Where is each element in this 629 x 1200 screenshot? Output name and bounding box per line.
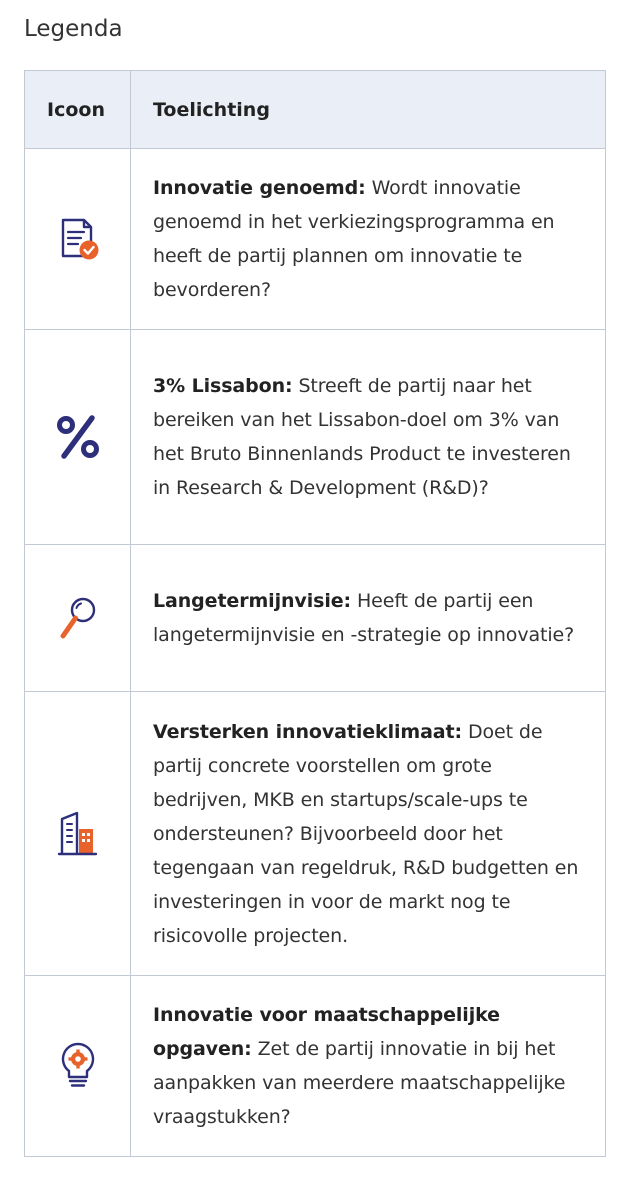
explanation-cell	[131, 976, 606, 1157]
term-description: Wordt innovatie genoemd in het verkiezingsprogramma en heeft de partij plannen om innovatie te bevorderen?	[153, 177, 555, 301]
term-label: Versterken innovatieklimaat:	[153, 720, 463, 743]
page-title: Legenda	[24, 16, 123, 42]
term-description: Doet de partij concrete voorstellen om grote bedrijven, MKB en startups/scale-ups te ondersteunen? Bijvoorbeeld door het tegengaan van regeldruk, R&D budgetten en investeringen in voor de markt nog te risicovolle projecten.	[153, 720, 579, 947]
term-label: 3% Lissabon:	[153, 375, 293, 397]
explanation-cell	[131, 330, 606, 545]
term-description: Zet de partij innovatie in bij het aanpakken van meerdere maatschappelijke vraagstukken?	[153, 1038, 566, 1128]
term-description: Streeft de partij naar het bereiken van het Lissabon-doel om 3% van het Bruto Binnenlands Product te investeren in Research & Development (R&D)?	[153, 375, 571, 499]
table-header-row	[25, 71, 606, 149]
table-row	[25, 976, 606, 1157]
lightbulb-gear-icon	[51, 1039, 105, 1093]
percent-icon	[51, 410, 105, 464]
table-row	[25, 149, 606, 330]
table-row	[25, 330, 606, 545]
column-header-explanation: Toelichting	[131, 71, 606, 149]
explanation-cell	[131, 149, 606, 330]
term-label: Innovatie genoemd:	[153, 177, 366, 199]
icon-cell	[25, 545, 131, 692]
legend-table	[24, 70, 606, 1157]
icon-cell	[25, 692, 131, 976]
term-label: Langetermijnvisie:	[153, 590, 352, 612]
table-row	[25, 545, 606, 692]
document-check-icon	[51, 212, 105, 266]
icon-cell	[25, 149, 131, 330]
icon-cell	[25, 976, 131, 1157]
explanation-cell	[131, 545, 606, 692]
term-description: Heeft de partij een langetermijnvisie en -strategie op innovatie?	[153, 590, 575, 646]
column-header-icon: Icoon	[25, 71, 131, 149]
term-label: Innovatie voor maatschappelijke opgaven:	[153, 1004, 500, 1060]
table-row	[25, 692, 606, 976]
magnifier-icon	[51, 591, 105, 645]
explanation-cell	[131, 692, 606, 976]
icon-cell	[25, 330, 131, 545]
buildings-icon	[51, 807, 105, 861]
